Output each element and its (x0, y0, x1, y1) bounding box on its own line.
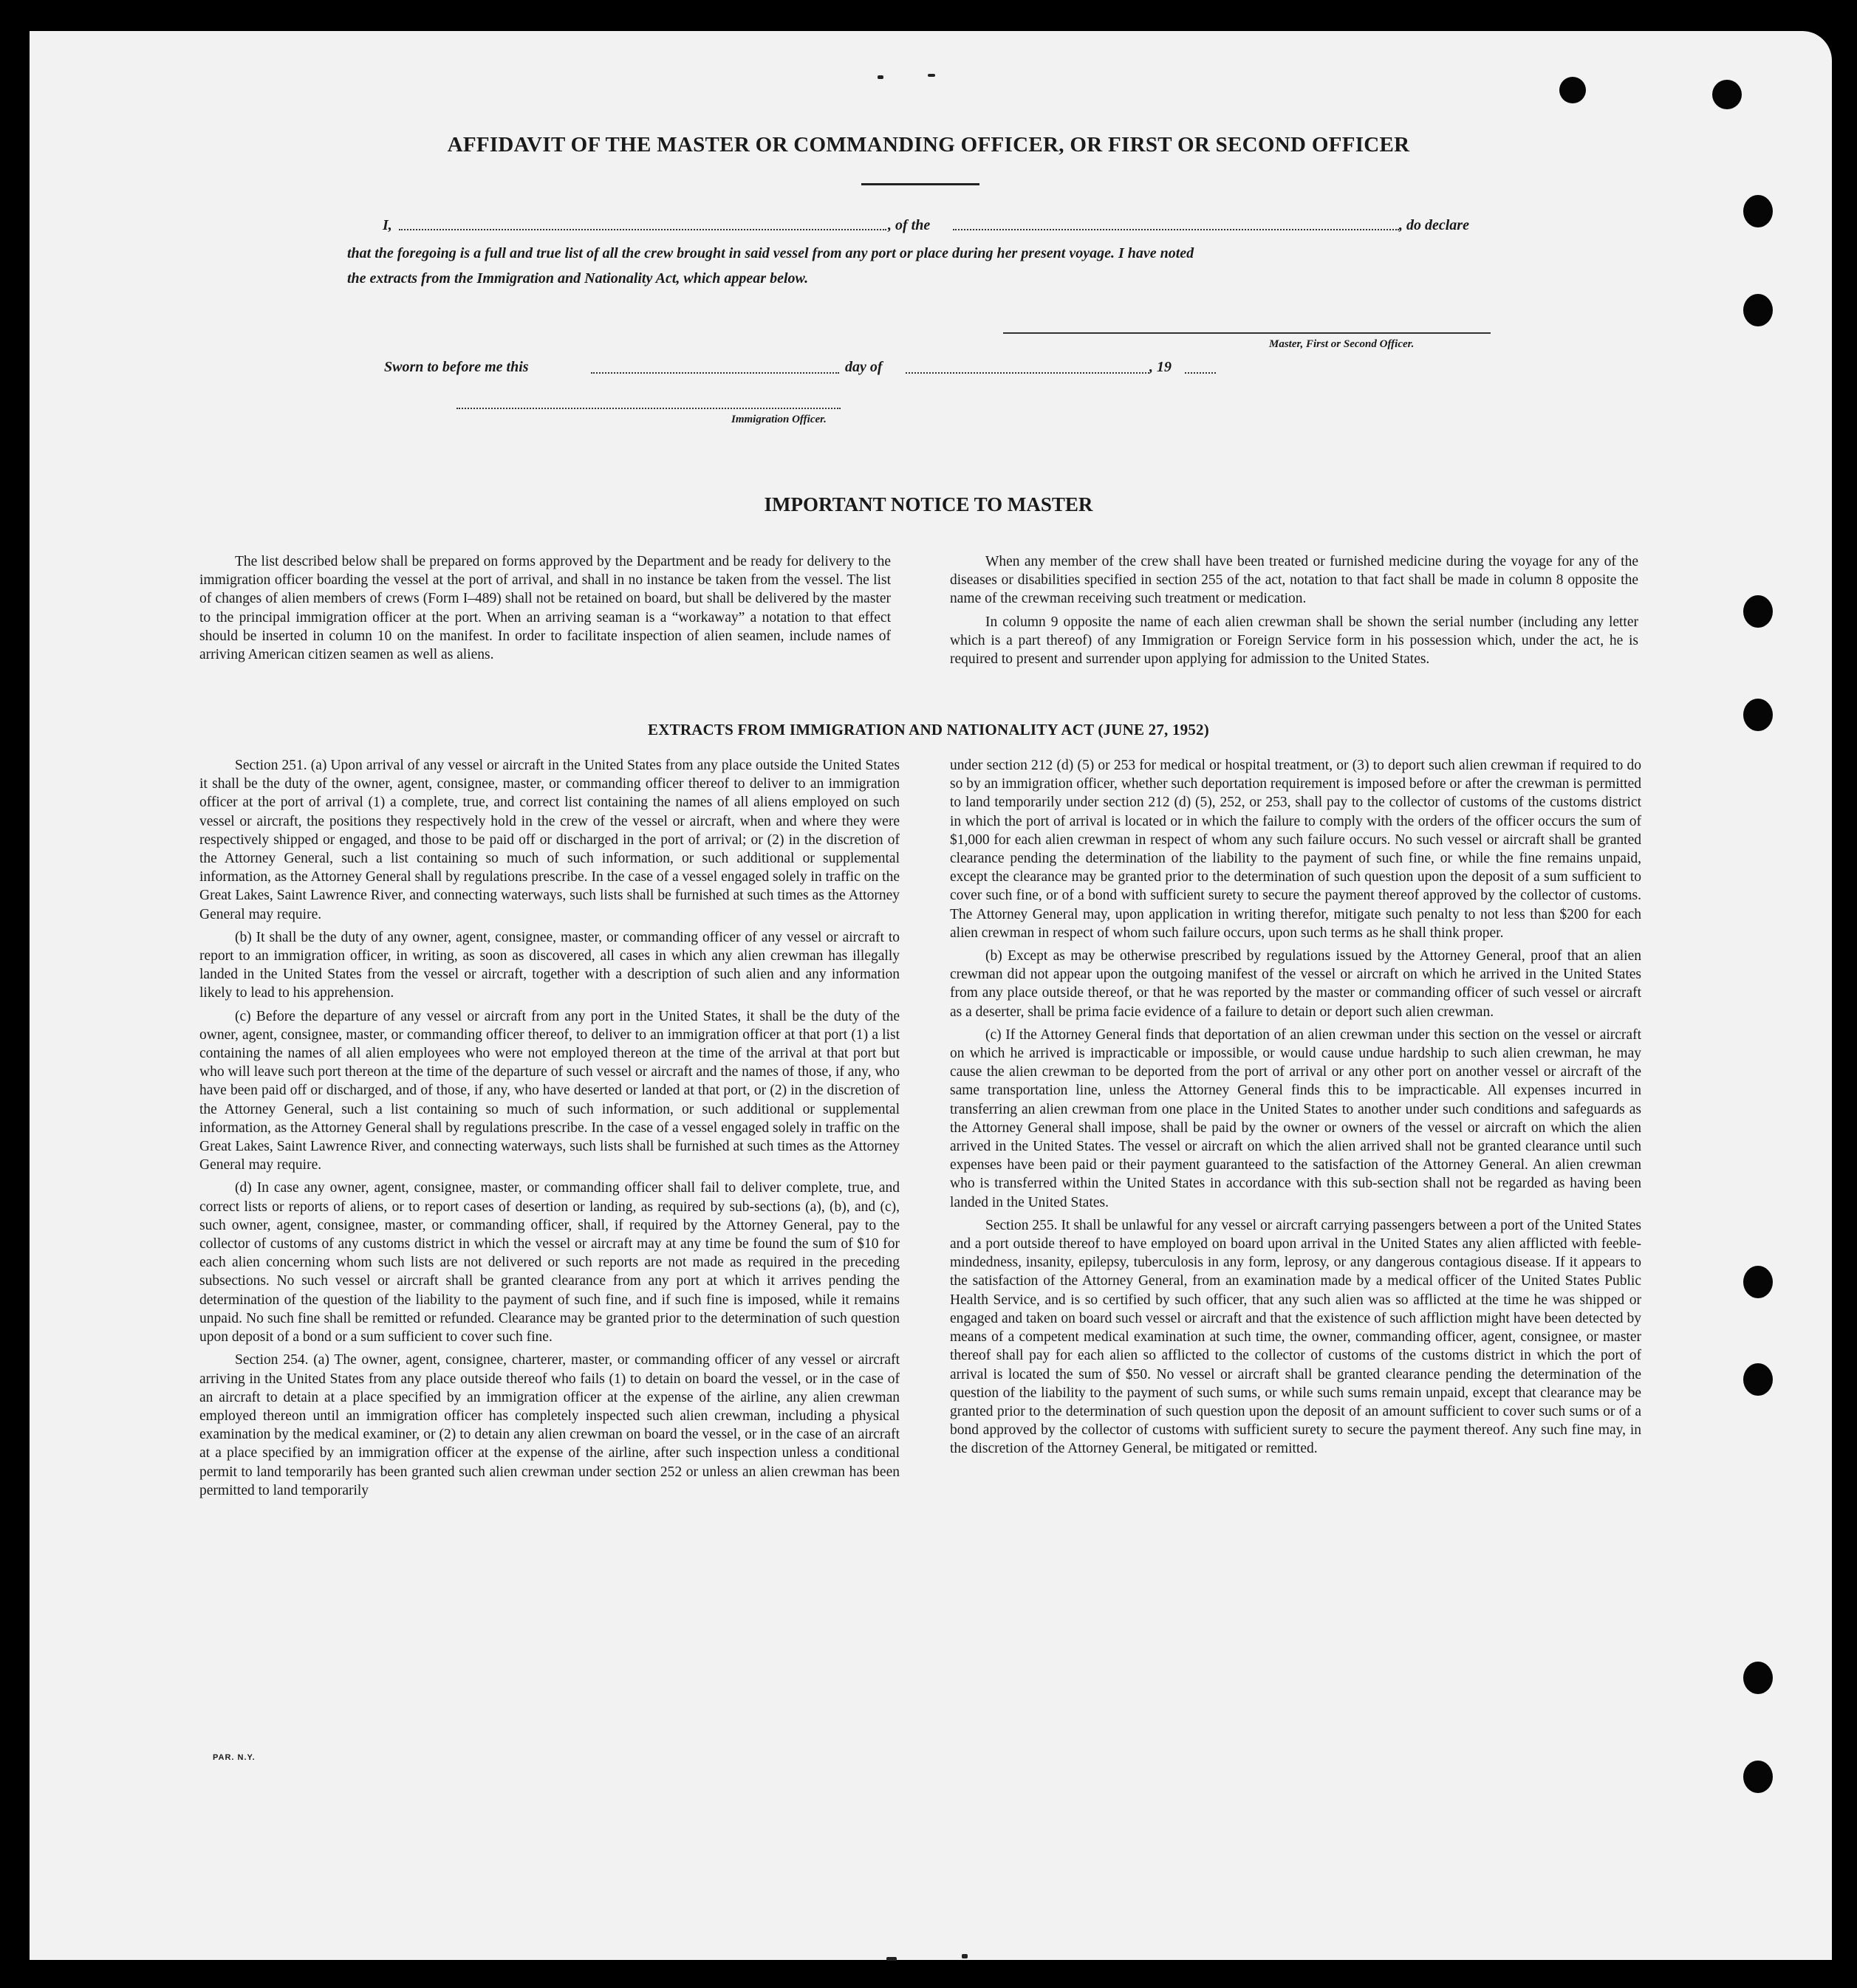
punch-hole (1743, 1662, 1773, 1694)
scan-speck (886, 1957, 897, 1961)
section-255: Section 255. It shall be unlawful for any vessel or aircraft carrying passengers between a port of the United States and a port outside thereof to have employed on board upon arrival in the United States any alien afflicted with feeble-mindedness, insanity, epilepsy, tuberculosis in any form, leprosy, or any dangerous contagious disease. If it appears to the satisfaction of the Attorney General, from an examination made by a medical officer of the United States Public Health Service, and is so certified by such officer, that any such alien was so afflicted at the time he was shipped or engaged and taken on board such vessel or aircraft and that the existence of such affliction might have been detected by means of a competent medical examination at such time, the owner, commanding officer, agent, consignee, or master thereof shall pay for each alien so afflicted to the collector of customs of the customs district in which the port of arrival is located the sum of $50. No vessel or aircraft shall be granted clearance pending the determination of the question of the liability to the payment of such sums, or while such sums remain unpaid, except that clearance may be granted prior to the determination of such question upon the deposit of an amount sufficient to cover such sums or of a bond approved by the collector of customs with sufficient surety to secure the payment thereof. Any such fine may, in the discretion of the Attorney General, be mitigated or remitted. (950, 1217, 1641, 1457)
section-251-c: (c) Before the departure of any vessel or aircraft from any port in the United States, it shall be the duty of the owner, agent, consignee, master, or commanding officer thereof, to deliver to an immigration officer at that port (1) a list containing the names of all alien employees who were not employed thereon at the time of the arrival at that port but who will leave such port thereon at the time of the departure of such vessel or aircraft and the names of those, if any, who have been paid off or discharged, and of those, if any, who have deserted or landed at that port, or (2) in the discretion of the Attorney General, such a list containing so much of such information, or such additional or supplemental information, as the Attorney General shall by regulations prescribe. In the case of a vessel engaged solely in traffic on the Great Lakes, Saint Lawrence River, and connecting waterways, such lists shall be furnished at such times as the Attorney General may require. (199, 1008, 900, 1173)
section-251-a: Section 251. (a) Upon arrival of any vessel or aircraft in the United States from any place outside the United States it shall be the duty of the owner, agent, consignee, master, or commanding officer thereof to deliver to an immigration officer at the port of arrival (1) a complete, true, and correct list containing the names of all aliens employed on such vessel or aircraft, the positions they respectively hold in the crew of the vessel or aircraft, when and where they were respectively shipped or engaged, and those to be paid off or discharged in the port of arrival; or (2) in the discretion of the Attorney General, such a list containing so much of such information, or such additional or supplemental information, as the Attorney General shall by regulations prescribe. In the case of a vessel engaged solely in traffic on the Great Lakes, Saint Lawrence River, and connecting waterways, such lists shall be furnished at such times as the Attorney General may require. (199, 758, 900, 922)
punch-hole (1743, 294, 1773, 326)
punch-hole (1712, 80, 1742, 109)
sworn-year-field[interactable] (1185, 372, 1216, 374)
declarant-name-field[interactable] (399, 229, 886, 230)
section-254-a: Section 254. (a) The owner, agent, consignee, charterer, master, or commanding officer of any vessel or aircraft arriving in the United States from any place outside thereof who fails (1) to detain on board the vessel, or in the case of an aircraft to detain at a place specified by an immigration officer at the expense of the airline, any alien crewman employed thereon until an immigration officer has completely inspected such alien crewman, including a physical examination by the medical examiner, or (2) to detain any alien crewman on board the vessel, or in the case of an aircraft at a place specified by an immigration officer at the expense of the airline, after such inspection unless a conditional permit to land temporarily has been granted such alien crewman under section 252 or unless an alien crewman has been permitted to land temporarily (199, 1352, 900, 1498)
extracts-right-column (950, 756, 1641, 1463)
scan-speck (962, 1954, 968, 1958)
notice-right-paragraph: When any member of the crew shall have been treated or furnished medicine during the voyage for any of the diseases or disabilities specified in section 255 of the act, notation to that fact shall be made in column 8 opposite the name of the crewman receiving such treatment or medication. (950, 554, 1638, 607)
punch-hole (1743, 1266, 1773, 1298)
punch-hole (1743, 195, 1773, 227)
printer-mark: PAR. N.Y. (213, 1753, 256, 1762)
declaration-line-2: that the foregoing is a full and true list of all the crew brought in said vessel from any port or place during her present voyage. I have noted (347, 245, 1194, 261)
master-signature-line[interactable] (1003, 332, 1491, 334)
vessel-name-field[interactable] (953, 229, 1399, 230)
notice-right-paragraph: In column 9 opposite the name of each alien crewman shall be shown the serial number (including any letter which is a part thereof) of any Immigration or Foreign Service form in his possession which, under the act, he is required to present and surrender upon applying for admission to the United States. (950, 614, 1638, 668)
punch-hole (1559, 77, 1586, 103)
extracts-title: EXTRACTS FROM IMMIGRATION AND NATIONALITY ACT (JUNE 27, 1952) (648, 721, 1209, 738)
notice-left-column (199, 552, 891, 668)
sworn-label: Sworn to before me this (384, 359, 529, 375)
section-254-b: (b) Except as may be otherwise prescribed by regulations issued by the Attorney General, proof that an alien crewman did not appear upon the outgoing manifest of the vessel or aircraft on which he arrived in the United States from any place outside thereof, or that he was reported by the master or commanding officer of such vessel or aircraft as a deserter, shall be prima facie evidence of a failure to detain or deport such alien crewman. (950, 948, 1641, 1020)
sworn-month-field[interactable] (906, 372, 1149, 374)
title-underline (861, 183, 979, 185)
master-signature-label: Master, First or Second Officer. (1269, 338, 1415, 350)
punch-hole (1743, 1761, 1773, 1793)
of-the-label: , of the (888, 217, 931, 233)
scan-speck (928, 74, 935, 77)
section-251-b: (b) It shall be the duty of any owner, agent, consignee, master, or commanding officer of any vessel or aircraft to report to an immigration officer, in writing, as soon as discovered, all cases in which any alien crewman has illegally landed in the United States from the vessel or aircraft, together with a description of such alien and any information likely to lead to his apprehension. (199, 929, 900, 1001)
section-251-d: (d) In case any owner, agent, consignee, master, or commanding officer shall fail to deliver complete, true, and correct lists or reports of aliens, or to report cases of desertion or landing, as required by sub-sections (a), (b), and (c), such owner, agent, consignee, master, or commanding officer, shall, if required by the Attorney General, pay to the collector of customs of any customs district in which the vessel or aircraft may at any time be found the sum of $10 for each alien concerning whom such lists are not delivered or such reports are not made as required in the preceding subsections. No such vessel or aircraft shall be granted clearance from any port at which it arrives pending the determination of the question of the liability to the payment of such fine, and if such fine is imposed, while it remains unpaid. No such fine shall be remitted or refunded. Clearance may be granted prior to the determination of such question upon deposit of a bond or a sum sufficient to cover such fine. (199, 1180, 900, 1346)
declaration-line-3: the extracts from the Immigration and Nationality Act, which appear below. (347, 270, 809, 287)
immigration-officer-label: Immigration Officer. (731, 414, 827, 425)
affidavit-title: AFFIDAVIT OF THE MASTER OR COMMANDING OFFICER, OR FIRST OR SECOND OFFICER (447, 133, 1410, 157)
immigration-officer-signature-line[interactable] (456, 408, 841, 409)
punch-hole (1743, 595, 1773, 628)
section-254-c: (c) If the Attorney General finds that deportation of an alien crewman under this section on the vessel or aircraft on which he arrived is impracticable or impossible, or would cause undue hardship to such alien crewman, he may cause the alien crewman to be deported from the port of arrival or any other port on another vessel or aircraft of the same transportation line, unless the Attorney General finds this to be impracticable. All expenses incurred in transferring an alien crewman from one place in the United States to another under such conditions and safeguards as the Attorney General shall impose, shall be paid by the owner or owners of the vessel or aircraft on which the alien arrived in the United States. The vessel or aircraft on which the alien arrived shall not be granted clearance until such expenses have been paid or their payment guaranteed to the satisfaction of the Attorney General. An alien crewman who is transferred within the United States in accordance with this sub-section shall not be regarded as having been landed in the United States. (950, 1026, 1641, 1210)
do-declare-label: , do declare (1399, 217, 1469, 233)
notice-right-column (950, 552, 1638, 673)
declarant-label: I, (383, 217, 392, 233)
sworn-day-field[interactable] (591, 372, 839, 374)
notice-title: IMPORTANT NOTICE TO MASTER (764, 493, 1093, 515)
year-label: , 19 (1149, 359, 1172, 375)
section-254-a-continued: under section 212 (d) (5) or 253 for medical or hospital treatment, or (3) to deport such alien crewman if required to do so by an immigration officer, whether such deportation requirement is imposed before or after the crewman is permitted to land temporarily under section 212 (d) (5), 252, or 253, shall pay to the collector of customs of the customs district in which the port of arrival is located or in which the failure to comply with the orders of the officer occurs the sum of $1,000 for each alien crewman in respect of whom any such failure occurs. No such vessel or aircraft shall be granted clearance pending the determination of the liability to the payment of such fine, or while the fine remains unpaid, except the clearance may be granted prior to the determination of such question upon the deposit of a sum sufficient to cover such fine, or of a bond with sufficient surety to secure the payment thereof approved by the collector of customs. The Attorney General may, upon application in writing therefor, mitigate such penalty to not less than $200 for each alien crewman in respect of whom such failure occurs, upon such terms as he shall think proper. (950, 758, 1641, 941)
scan-speck (878, 75, 883, 79)
notice-left-paragraph: The list described below shall be prepared on forms approved by the Department and be ready for delivery to the immigration officer boarding the vessel at the port of arrival, and shall in no instance be taken from the vessel. The list of changes of alien members of crews (Form I–489) shall not be retained on board, but shall be delivered by the master to the principal immigration officer at the port. When an arriving seaman is a “workaway” a notation to that effect should be inserted in column 10 on the manifest. In order to facilitate inspection of alien seamen, include names of arriving American citizen seamen as well as aliens. (199, 554, 891, 663)
punch-hole (1743, 1363, 1773, 1396)
extracts-left-column (199, 756, 900, 1504)
day-of-label: day of (845, 359, 883, 375)
